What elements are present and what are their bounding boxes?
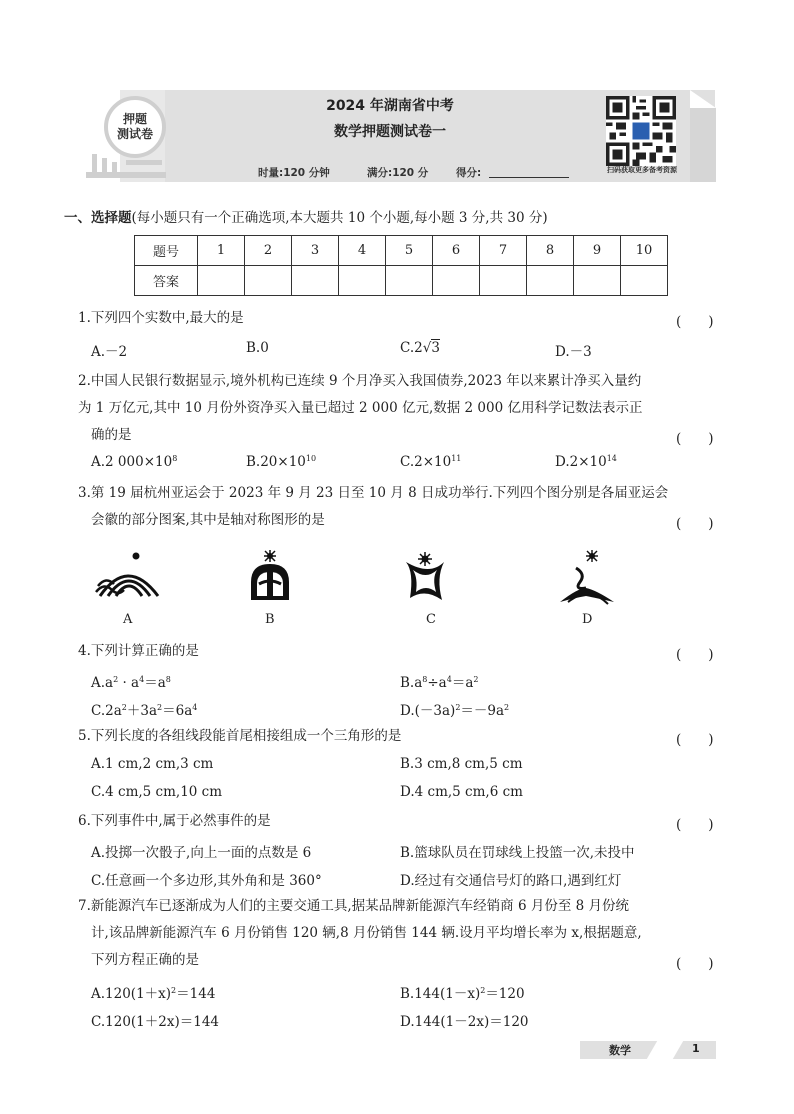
question-1-stem: 1.下列四个实数中,最大的是 (78, 310, 244, 326)
answer-cell-8[interactable] (527, 266, 574, 296)
answer-cell-6[interactable] (433, 266, 480, 296)
q1-option-a: A.－2 (91, 344, 128, 360)
question-4-answer-paren[interactable]: ( ) (676, 647, 714, 663)
table-cell: 10 (621, 236, 668, 266)
q4-option-b: $B.a^8\div a^4=a^2$ (400, 675, 479, 691)
q2-option-d: $D.2\times 10^{14}$ (555, 454, 617, 470)
figure-label-b: B (265, 612, 275, 627)
table-cell: 7 (480, 236, 527, 266)
question-7-answer-paren[interactable]: ( ) (676, 956, 714, 972)
q5-option-d: D.4 cm,5 cm,6 cm (400, 784, 523, 800)
footer-subject: 数学 (609, 1044, 631, 1057)
table-cell: 6 (433, 236, 480, 266)
emblem-b-image (245, 548, 295, 608)
table-row-label: 题号 (135, 236, 198, 266)
question-2-answer-paren[interactable]: ( ) (676, 431, 714, 447)
figure-label-d: D (582, 612, 593, 627)
q2-option-c: $C.2\times 10^{11}$ (400, 454, 462, 470)
score-label: 得分: (456, 167, 482, 179)
question-7-line3: 下列方程正确的是 (91, 952, 199, 968)
qr-code-icon (606, 96, 676, 166)
question-1-answer-paren[interactable]: ( ) (676, 314, 714, 330)
exam-title-line2: 数学押题测试卷一 (334, 124, 446, 140)
q7-option-a: $A.120(1+x)^2=144$ (91, 986, 216, 1002)
q1-option-b: B.0 (246, 340, 269, 356)
qr-caption: 扫码获取更多备考资源 (607, 166, 677, 174)
badge-line1: 押题 (122, 112, 147, 126)
question-6-stem: 6.下列事件中,属于必然事件的是 (78, 813, 271, 829)
q2-option-b: $B.20\times 10^{10}$ (246, 454, 317, 470)
question-5-answer-paren[interactable]: ( ) (676, 732, 714, 748)
sqrt-radicand: 3 (431, 340, 440, 356)
answer-cell-5[interactable] (386, 266, 433, 296)
question-3-answer-paren[interactable]: ( ) (676, 516, 714, 532)
q4-option-a: $A.a^2 \cdot a^4=a^8$ (91, 675, 171, 691)
q6-option-a: A.投掷一次骰子,向上一面的点数是 6 (91, 845, 312, 861)
q2-option-a: A.2 $000\times 10^8$ (91, 454, 178, 470)
q4-option-d: $D.(-3a)^2=-9a^2$ (400, 703, 510, 719)
q5-option-b: B.3 cm,8 cm,5 cm (400, 756, 523, 772)
emblem-d-image (556, 548, 618, 608)
question-7-line2: 计,该品牌新能源汽车 6 月份销售 120 辆,8 月份销售 144 辆.设月平均增长率为 x,根据题意, (91, 925, 642, 941)
question-3-line2: 会徽的部分图案,其中是轴对称图形的是 (91, 512, 325, 528)
q7-option-d: D.144(1－2x)＝120 (400, 1014, 529, 1030)
q6-option-d: D.经过有交通信号灯的路口,遇到红灯 (400, 873, 622, 889)
answer-cell-1[interactable] (198, 266, 245, 296)
answer-table (134, 235, 668, 296)
q1-option-d: D.－3 (555, 344, 592, 360)
table-cell: 8 (527, 236, 574, 266)
exam-badge (104, 96, 166, 158)
q7-option-c: C.120(1＋2x)＝144 (91, 1014, 219, 1030)
question-5-stem: 5.下列长度的各组线段能首尾相接组成一个三角形的是 (78, 728, 402, 744)
header-fold-decoration (690, 90, 716, 182)
time-limit: 时量:120 分钟 (258, 167, 330, 179)
answer-cell-7[interactable] (480, 266, 527, 296)
table-cell: 2 (245, 236, 292, 266)
question-2-line2: 为 1 万亿元,其中 10 月份外资净买入量已超过 2 000 亿元,数据 2 000 亿用科学记数法表示正 (78, 400, 643, 416)
table-cell: 1 (198, 236, 245, 266)
table-cell: 4 (339, 236, 386, 266)
figure-label-a: A (123, 612, 133, 627)
q7-option-b: $B.144(1-x)^2=120$ (400, 986, 525, 1002)
table-row-label: 答案 (135, 266, 198, 296)
q4-option-c: $C.2a^2+3a^2=6a^4$ (91, 703, 198, 719)
q5-option-a: A.1 cm,2 cm,3 cm (91, 756, 214, 772)
badge-line2: 测试卷 (116, 127, 153, 141)
answer-cell-10[interactable] (621, 266, 668, 296)
answer-cell-9[interactable] (574, 266, 621, 296)
score-blank (489, 177, 569, 178)
question-2-line3: 确的是 (91, 427, 132, 443)
page-number: 1 (692, 1042, 700, 1055)
question-7-line1: 7.新能源汽车已逐渐成为人们的主要交通工具,据某品牌新能源汽车经销商 6 月份至 8 月份统 (78, 898, 630, 914)
q5-option-c: C.4 cm,5 cm,10 cm (91, 784, 223, 800)
table-cell: 3 (292, 236, 339, 266)
answer-cell-3[interactable] (292, 266, 339, 296)
exam-title-line1: 2024 年湖南省中考 (326, 98, 454, 114)
section-title (64, 206, 548, 226)
q6-option-b: B.篮球队员在罚球线上投篮一次,未投中 (400, 845, 635, 861)
question-4-stem: 4.下列计算正确的是 (78, 643, 199, 659)
answer-cell-4[interactable] (339, 266, 386, 296)
full-score: 满分:120 分 (367, 167, 429, 179)
emblem-a-image (92, 548, 164, 608)
section-title-bold: 一、选择题 (64, 210, 132, 226)
question-6-answer-paren[interactable]: ( ) (676, 817, 714, 833)
question-2-line1: 2.中国人民银行数据显示,境外机构已连续 9 个月净买入我国债券,2023 年以来累计净买入量约 (78, 373, 642, 389)
q6-option-c: C.任意画一个多边形,其外角和是 360° (91, 873, 322, 889)
emblem-c-image (400, 548, 450, 608)
q1-option-c: C.2√3 (400, 340, 440, 356)
section-title-rest: (每小题只有一个正确选项,本大题共 10 个小题,每小题 3 分,共 30 分) (131, 210, 548, 226)
table-cell: 5 (386, 236, 433, 266)
figure-label-c: C (426, 612, 436, 627)
table-cell: 9 (574, 236, 621, 266)
question-3-line1: 3.第 19 届杭州亚运会于 2023 年 9 月 23 日至 10 月 8 日成功举行.下列四个图分别是各届亚运会 (78, 485, 669, 501)
answer-cell-2[interactable] (245, 266, 292, 296)
